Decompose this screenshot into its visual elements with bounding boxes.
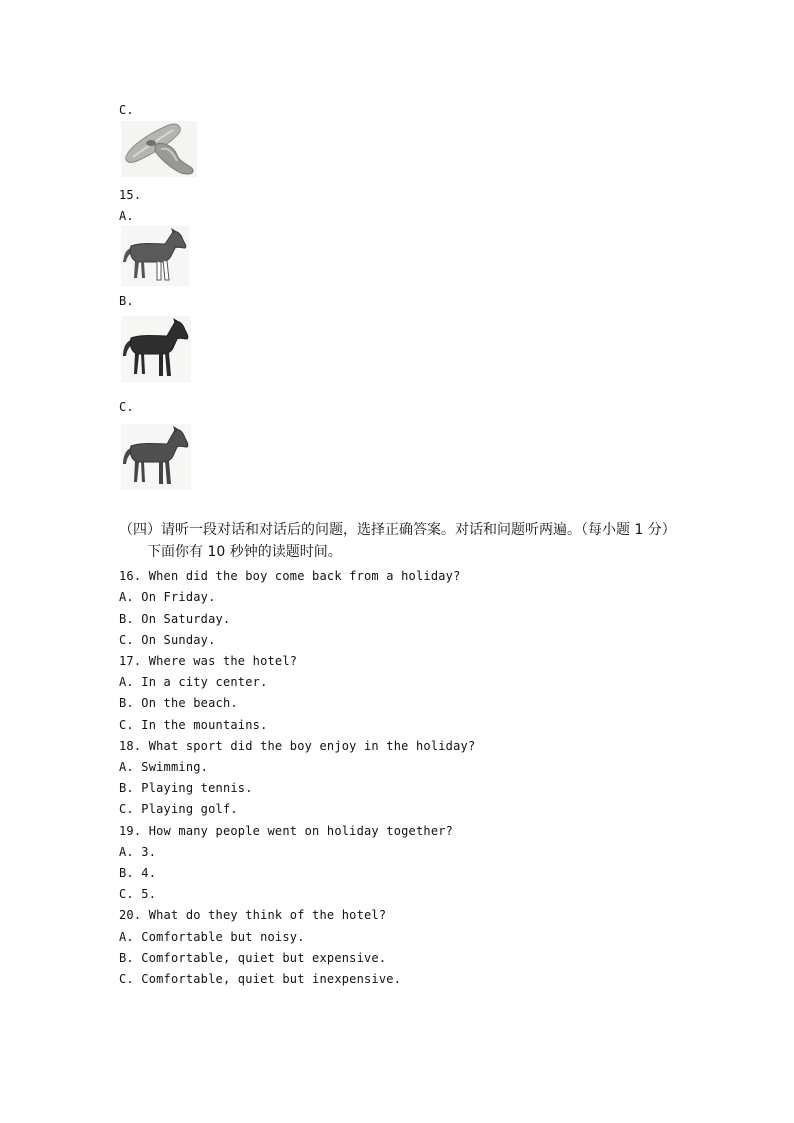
q15-option-b-picture: [121, 316, 191, 382]
answer-option: B. Playing tennis.: [119, 781, 253, 795]
q15-option-c-picture: [121, 424, 191, 490]
answer-option: B. Comfortable, quiet but expensive.: [119, 951, 387, 965]
section-heading: （四）请听一段对话和对话后的问题，选择正确答案。对话和问题听两遍。（每小题 1 分）: [119, 522, 676, 538]
q15-option-c-label: C.: [119, 400, 134, 414]
answer-option: B. On the beach.: [119, 696, 238, 710]
answer-option: B. On Saturday.: [119, 612, 231, 626]
answer-option: B. 4.: [119, 866, 157, 880]
q15-option-a-picture: [121, 226, 189, 286]
answer-option: A. On Friday.: [119, 590, 216, 604]
answer-option: C. Playing golf.: [119, 802, 238, 816]
q14-option-c-label: C.: [119, 103, 134, 117]
question-stem: 16. When did the boy come back from a holiday?: [119, 569, 461, 583]
slippers-icon: [121, 121, 197, 177]
horse-grey-icon: [121, 424, 191, 490]
question-stem: 17. Where was the hotel?: [119, 654, 298, 668]
answer-option: A. 3.: [119, 845, 157, 859]
answer-option: C. Comfortable, quiet but inexpensive.: [119, 972, 402, 986]
question-stem: 20. What do they think of the hotel?: [119, 908, 387, 922]
horse-white-legs-icon: [121, 226, 189, 286]
answer-option: A. Swimming.: [119, 760, 209, 774]
q15-number: 15.: [119, 188, 142, 202]
slipper-picture: [121, 121, 197, 177]
reading-time-note: 下面你有 10 秒钟的读题时间。: [147, 544, 342, 560]
answer-option: C. On Sunday.: [119, 633, 216, 647]
question-stem: 19. How many people went on holiday together?: [119, 824, 454, 838]
q15-option-b-label: B.: [119, 294, 134, 308]
question-stem: 18. What sport did the boy enjoy in the holiday?: [119, 739, 476, 753]
answer-option: C. 5.: [119, 887, 157, 901]
answer-option: A. In a city center.: [119, 675, 268, 689]
q15-option-a-label: A.: [119, 209, 134, 223]
horse-dark-icon: [121, 316, 191, 382]
answer-option: A. Comfortable but noisy.: [119, 930, 305, 944]
answer-option: C. In the mountains.: [119, 718, 268, 732]
